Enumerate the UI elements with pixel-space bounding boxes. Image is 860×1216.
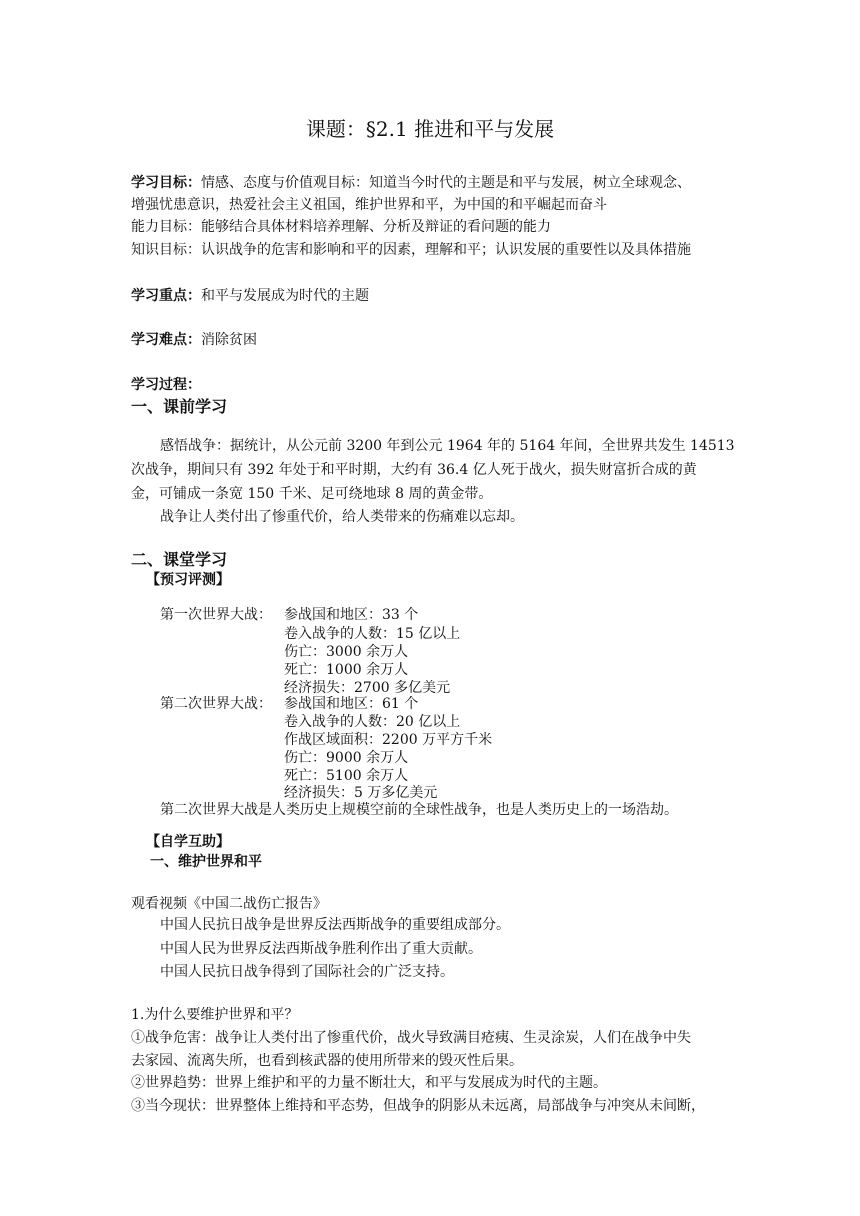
section2-heading: 二、课堂学习 bbox=[131, 550, 228, 569]
ww1-item: 经济损失：2700 多亿美元 bbox=[284, 680, 451, 696]
goals-knowledge: 知识目标：认识战争的危害和影响和平的因素，理解和平；认识发展的重要性以及具体措施 bbox=[131, 242, 691, 258]
ww1-item: 伤亡：3000 余万人 bbox=[284, 644, 409, 660]
ww1-item: 死亡：1000 余万人 bbox=[284, 662, 409, 678]
point-item: 中国人民抗日战争是世界反法西斯战争的重要组成部分。 bbox=[160, 917, 510, 933]
section1-para2: 战争让人类付出了惨重代价，给人类带来的伤痛难以忘却。 bbox=[160, 509, 524, 525]
ww1-label: 第一次世界大战： bbox=[160, 607, 272, 623]
section1-para1-line3: 金，可铺成一条宽 150 千米、足可绕地球 8 周的黄金带。 bbox=[131, 486, 493, 502]
key-point-text: 和平与发展成为时代的主题 bbox=[201, 288, 369, 304]
answer-3: ③当今现状：世界整体上维持和平态势，但战争的阴影从未远离，局部战争与冲突从未间断， bbox=[131, 1098, 705, 1114]
point-item: 中国人民为世界反法西斯战争胜利作出了重大贡献。 bbox=[160, 941, 482, 957]
answer-2: ②世界趋势：世界上维护和平的力量不断壮大，和平与发展成为时代的主题。 bbox=[131, 1075, 607, 1091]
difficulty bbox=[131, 330, 257, 350]
answer-1-line1: ①战争危害：战争让人类付出了惨重代价，战火导致满目疮痍、生灵涂炭，人们在战争中失 bbox=[131, 1030, 691, 1046]
question-1: 1.为什么要维护世界和平？ bbox=[131, 1007, 299, 1023]
difficulty-label: 学习难点： bbox=[131, 332, 201, 348]
goals-emotion-cont: 增强忧患意识，热爱社会主义祖国，维护世界和平，为中国的和平崛起而奋斗 bbox=[131, 197, 607, 213]
answer-1-line2: 去家园、流离失所，也看到核武器的使用所带来的毁灭性后果。 bbox=[131, 1053, 523, 1069]
point-item: 中国人民抗日战争得到了国际社会的广泛支持。 bbox=[160, 964, 454, 980]
process-label: 学习过程： bbox=[131, 377, 201, 393]
ww2-item: 卷入战争的人数：20 亿以上 bbox=[284, 714, 461, 730]
preview-label: 【预习评测】 bbox=[146, 572, 230, 588]
section1-heading: 一、课前学习 bbox=[131, 397, 228, 416]
video-note: 观看视频《中国二战伤亡报告》 bbox=[131, 896, 327, 912]
ww2-item: 作战区域面积：2200 万平方千米 bbox=[284, 732, 493, 748]
ww1-item: 参战国和地区：33 个 bbox=[284, 607, 419, 623]
selfstudy-label: 【自学互助】 bbox=[146, 834, 230, 850]
goals-label: 学习目标： bbox=[131, 175, 201, 191]
ww2-item: 参战国和地区：61 个 bbox=[284, 696, 419, 712]
ww2-label: 第二次世界大战： bbox=[160, 696, 272, 712]
key-point bbox=[131, 286, 369, 306]
ww2-item: 死亡：5100 余万人 bbox=[284, 768, 409, 784]
page-title: 课题：§2.1 推进和平与发展 bbox=[305, 117, 555, 141]
ww2-item: 伤亡：9000 余万人 bbox=[284, 750, 409, 766]
ww2-summary: 第二次世界大战是人类历史上规模空前的全球性战争，也是人类历史上的一场浩劫。 bbox=[160, 802, 678, 818]
subsection-heading: 一、维护世界和平 bbox=[150, 854, 262, 870]
key-point-label: 学习重点： bbox=[131, 288, 201, 304]
section1-para1-line2: 次战争，期间只有 392 年处于和平时期，大约有 36.4 亿人死于战火，损失财富折合成的黄 bbox=[131, 462, 697, 478]
ww2-item: 经济损失：5 万多亿美元 bbox=[284, 785, 438, 801]
goals-line-1 bbox=[131, 173, 691, 193]
ww1-item: 卷入战争的人数：15 亿以上 bbox=[284, 626, 461, 642]
goals-emotion: 情感、态度与价值观目标：知道当今时代的主题是和平与发展，树立全球观念、 bbox=[201, 175, 691, 191]
section1-para1-line1: 感悟战争：据统计，从公元前 3200 年到公元 1964 年的 5164 年间，全世界共发生 14513 bbox=[160, 438, 735, 454]
difficulty-text: 消除贫困 bbox=[201, 332, 257, 348]
goals-ability: 能力目标：能够结合具体材料培养理解、分析及辩证的看问题的能力 bbox=[131, 219, 551, 235]
